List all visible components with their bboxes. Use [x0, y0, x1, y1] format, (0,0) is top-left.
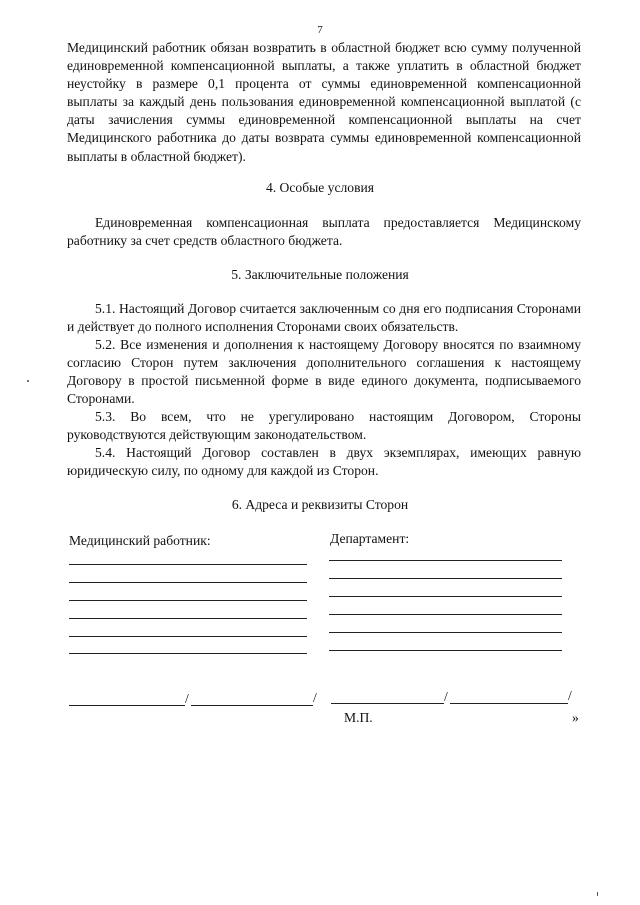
section-5-heading: 5. Заключительные положения: [231, 267, 409, 282]
clause-5-2: 5.2. Все изменения и дополнения к настоящему Договору вносятся по взаимному согласию Сторон путем заключения дополнительного соглашения к настоящему Договору в простой письменной форме в виде единого документа, подписываемого Сторонами.: [67, 337, 581, 407]
signature-slash: /: [568, 688, 572, 703]
department-address-line: [329, 560, 562, 561]
medical-worker-address-line: [69, 618, 307, 619]
department-label: Департамент:: [330, 531, 410, 546]
department-signature-line: [331, 703, 444, 704]
medical-worker-address-line: [69, 653, 307, 654]
intro-paragraph: Медицинский работник обязан возвратить в областной бюджет всю сумму полученной единовременной компенсационной выплаты, а также уплатить в областной бюджет неустойку в размере 0,1 процента от суммы единовременной компенсационной выплаты за каждый день пользования единовременной компенсационной выплатой (с даты зачисления суммы единовременной компенсационной выплаты на счет Медицинского работника до даты возврата суммы единовременной компенсационной выплаты в областной бюджет).: [67, 40, 581, 164]
medical-worker-address-line: [69, 582, 307, 583]
medical-worker-signature-line: [69, 705, 185, 706]
medical-worker-label: Медицинский работник:: [69, 533, 211, 548]
section-6-heading: 6. Адреса и реквизиты Сторон: [231, 497, 409, 512]
department-address-line: [329, 578, 562, 579]
department-address-line: [329, 632, 562, 633]
medical-worker-address-line: [69, 600, 307, 601]
department-address-line: [329, 650, 562, 651]
scan-speck: [597, 892, 598, 896]
medical-worker-address-line: [69, 564, 307, 565]
clause-5-1: 5.1. Настоящий Договор считается заключенным со дня его подписания Сторонами и действует до полного исполнения Сторонами своих обязательств.: [67, 301, 581, 335]
department-address-line: [329, 614, 562, 615]
medical-worker-address-line: [69, 636, 307, 637]
clause-5-3: 5.3. Во всем, что не урегулировано настоящим Договором, Стороны руководствуются действующим законодательством.: [67, 409, 581, 443]
closing-quote: »: [572, 710, 579, 725]
department-address-line: [329, 596, 562, 597]
clause-5-4: 5.4. Настоящий Договор составлен в двух экземплярах, имеющих равную юридическую силу, по одному для каждой из Сторон.: [67, 445, 581, 479]
stamp-label: М.П.: [344, 710, 373, 725]
scan-speck: [27, 380, 29, 382]
signature-slash: /: [185, 691, 189, 706]
department-name-line: [450, 703, 568, 704]
section-4-text: Единовременная компенсационная выплата предоставляется Медицинскому работнику за счет средств областного бюджета.: [67, 215, 581, 249]
signature-slash: /: [313, 690, 317, 705]
medical-worker-name-line: [191, 705, 313, 706]
page-number: 7: [317, 24, 323, 36]
section-4-heading: 4. Особые условия: [265, 180, 375, 195]
signature-slash: /: [444, 689, 448, 704]
